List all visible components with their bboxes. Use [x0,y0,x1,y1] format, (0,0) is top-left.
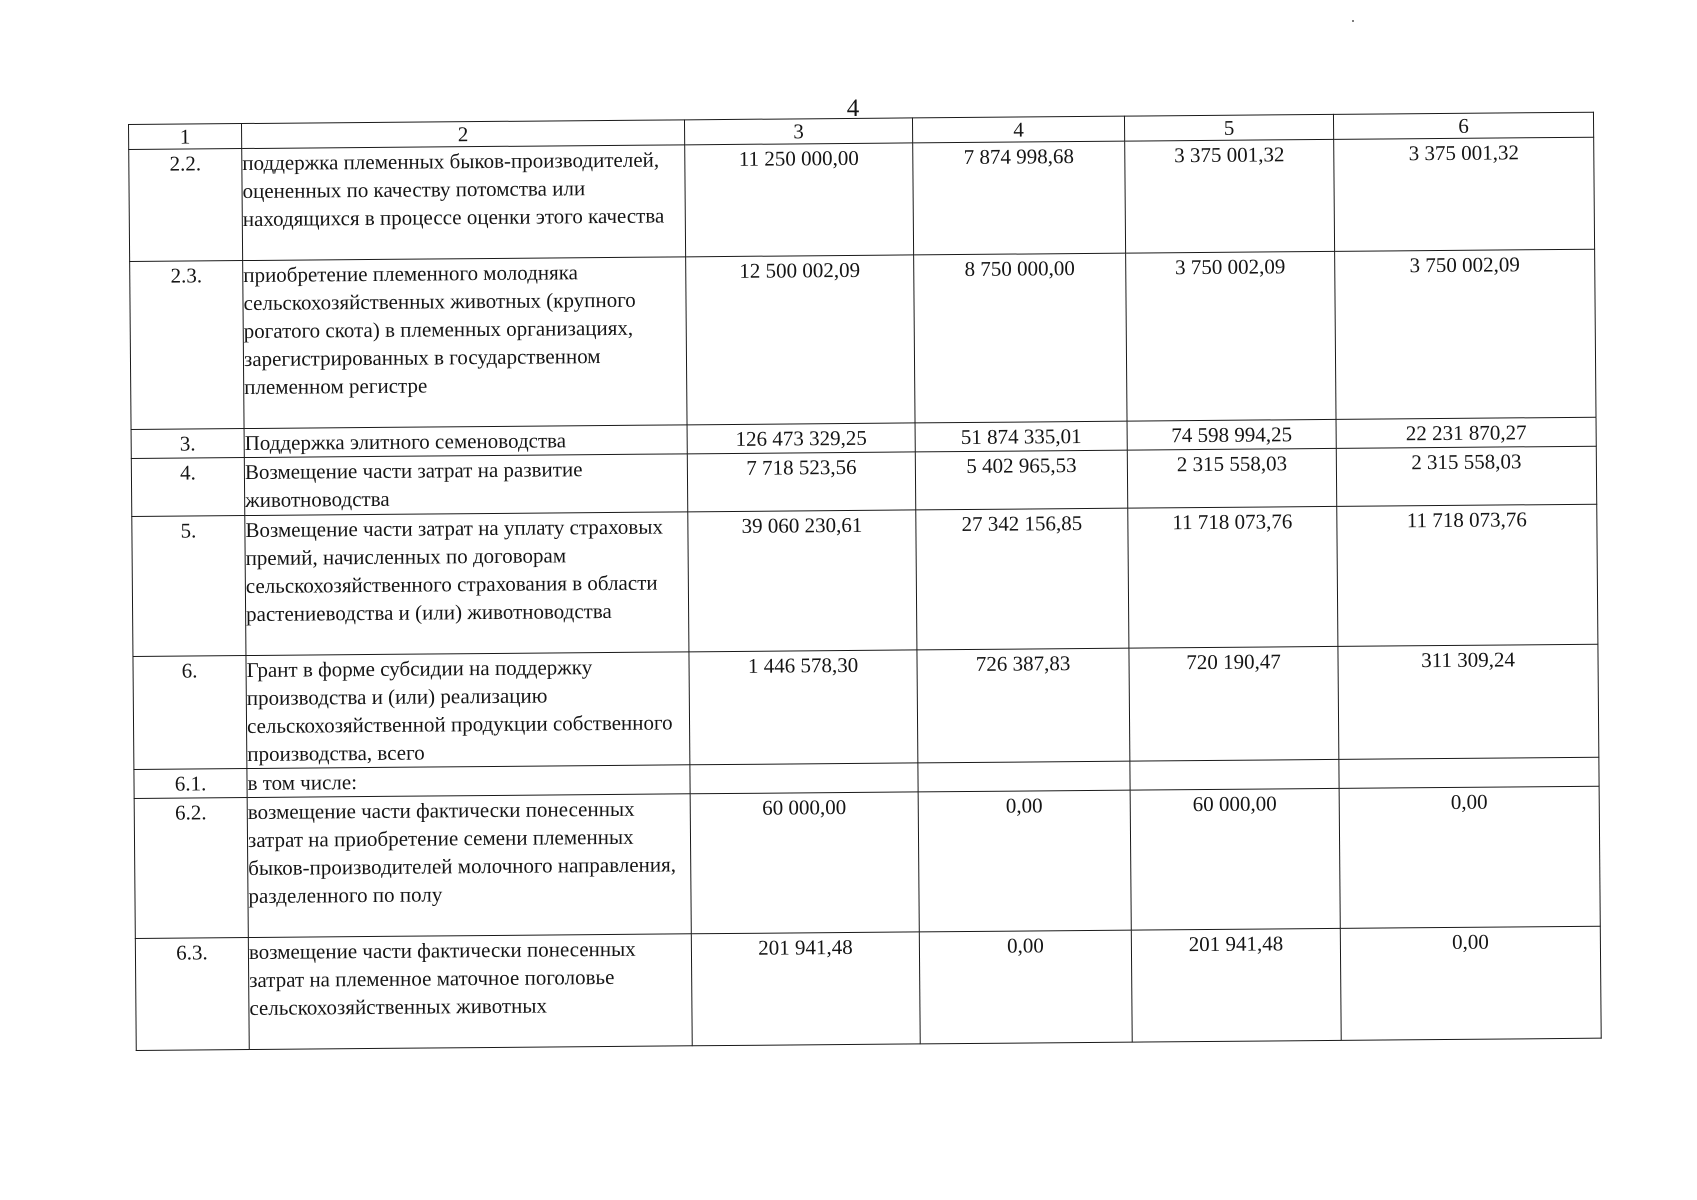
cell-col4: 7 874 998,68 [913,141,1126,255]
cell-col4: 27 342 156,85 [916,508,1129,650]
cell-col3: 39 060 230,61 [688,510,917,652]
row-description: Возмещение части затрат на уплату страховых премий, начисленных по договорам сельскохозяйственного страхования в области растениеводства и (или) животноводства [245,512,689,656]
table-row [134,786,1600,938]
table-row [135,926,1601,1050]
row-number: 6.1. [134,769,247,799]
cell-col4: 726 387,83 [917,648,1130,763]
cell-col4: 51 874 335,01 [915,421,1127,452]
row-number: 2.2. [129,149,243,262]
cell-col5 [1130,759,1339,790]
row-description: возмещение части фактически понесенных затрат на приобретение семени племенных быков-производителей молочного направления, разделенного по полу [247,794,691,938]
cell-col4 [918,761,1130,792]
row-number: 6.2. [134,798,248,939]
row-description: поддержка племенных быков-производителей, оцененных по качеству потомства или находящихся в процессе оценки этого качества [242,145,686,261]
cell-col4: 0,00 [919,930,1132,1044]
cell-col6 [1339,757,1599,788]
row-number: 6.3. [135,938,249,1051]
cell-col3: 12 500 002,09 [686,255,915,425]
cell-col5: 3 750 002,09 [1126,251,1336,421]
cell-col5: 74 598 994,25 [1127,419,1336,450]
cell-col5: 60 000,00 [1130,788,1340,930]
table-row [129,137,1595,261]
row-number: 4. [131,458,244,517]
column-header: 1 [129,124,242,150]
cell-col3: 201 941,48 [691,932,920,1046]
cell-col4: 8 750 000,00 [914,253,1127,423]
column-header: 4 [912,116,1124,143]
cell-col4: 0,00 [918,790,1131,932]
row-description: Возмещение части затрат на развитие животноводства [244,454,687,516]
cell-col3: 1 446 578,30 [689,650,918,765]
cell-col6: 2 315 558,03 [1336,446,1596,506]
cell-col6: 0,00 [1340,926,1601,1040]
column-header: 6 [1333,112,1593,139]
cell-col4: 5 402 965,53 [915,450,1127,510]
row-description: Грант в форме субсидии на поддержку производства и (или) реализацию сельскохозяйственной продукции собственного производства, всего [246,652,690,769]
table-row [130,249,1596,429]
table-row [133,644,1599,769]
table-container [128,112,1601,1051]
cell-col6: 311 309,24 [1338,644,1599,759]
cell-col3: 126 473 329,25 [687,423,915,454]
cell-col5: 11 718 073,76 [1128,506,1338,648]
cell-col6: 22 231 870,27 [1336,417,1596,448]
cell-col5: 720 190,47 [1129,646,1339,761]
row-description: в том числе: [247,765,690,798]
row-number: 6. [133,656,247,770]
cell-col3: 60 000,00 [690,792,919,934]
page-number: 4 [846,95,860,122]
row-description: Поддержка элитного семеноводства [244,425,687,458]
row-number: 3. [131,429,244,459]
cell-col6: 11 718 073,76 [1337,504,1598,646]
cell-col5: 3 375 001,32 [1125,139,1335,253]
cell-col3 [690,763,918,794]
column-header: 2 [242,120,685,149]
column-header: 5 [1124,114,1333,141]
row-description: возмещение части фактически понесенных затрат на племенное маточное поголовье сельскохозяйственных животных [248,934,692,1050]
row-description: приобретение племенного молодняка сельскохозяйственных животных (крупного рогатого скота) в племенных организациях, зарегистрированных в государственном племенном регистре [243,257,687,429]
table-row [132,504,1598,656]
cell-col6: 3 375 001,32 [1334,137,1595,251]
row-number: 5. [132,516,246,657]
cell-col5: 201 941,48 [1131,928,1341,1042]
cell-col3: 11 250 000,00 [685,143,914,257]
cell-col6: 0,00 [1339,786,1600,928]
scan-speck [1352,20,1354,22]
cell-col6: 3 750 002,09 [1335,249,1596,419]
cell-col3: 7 718 523,56 [687,452,915,512]
subsidy-table [128,112,1602,1051]
column-header: 3 [684,118,912,145]
cell-col5: 2 315 558,03 [1127,448,1336,508]
row-number: 2.3. [130,261,244,430]
